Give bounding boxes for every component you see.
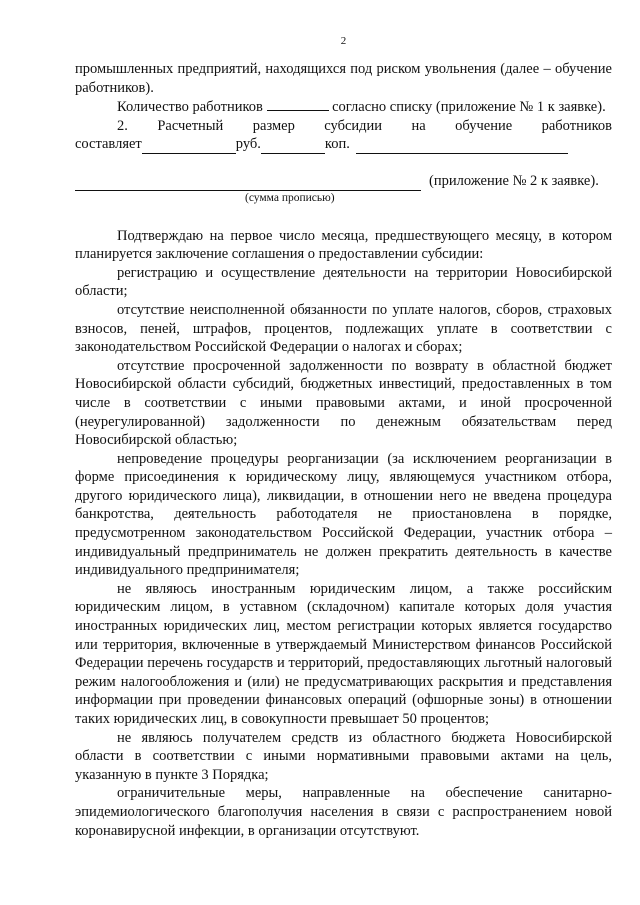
condition-no-tax-debt: отсутствие неисполненной обязанности по уплате налогов, сборов, страховых взносов, пеней, штрафов, процентов, подлежащих уплате в соответствии с законодательством Российской Федерации о налогах и сборах; [75,301,612,356]
subsidy-extra-blank-1 [356,140,506,154]
workers-count-suffix: согласно списку (приложение № 1 к заявке). [332,99,606,116]
workers-count-prefix: Количество работников [117,99,263,116]
workers-count-line [75,97,612,117]
condition-not-other-recipient: не являюсь получателем средств из областного бюджета Новосибирской области в соответствии с иными нормативными правовыми актами на цель, указанную в пункте 3 Порядка; [75,729,612,783]
subsidy-extra-blank-2 [506,140,568,154]
condition-no-budget-debt: отсутствие просроченной задолженности по возврату в областной бюджет Новосибирской области субсидий, бюджетных инвестиций, предоставленных в том числе в соответствии с иными правовыми актами, и иной просроченной (неурегулированной) задолженности по денежным обязательствам перед Новосибирской областью; [75,357,612,449]
confirmation-intro: Подтверждаю на первое число месяца, предшествующего месяцу, в котором планируется заключение соглашения о предоставлении субсидии: [75,227,612,263]
amount-in-words-blank [75,177,421,191]
appendix-2-ref: (приложение № 2 к заявке). [429,172,599,189]
intro-continuation: промышленных предприятий, находящихся под риском увольнения (далее – обучение работников). [75,61,612,96]
subsidy-line-2 [75,135,612,154]
subsidy-line-1: 2. Расчетный размер субсидии на обучение работников [117,117,612,134]
subsidy-prefix: составляет [75,136,142,153]
condition-registration: регистрацию и осуществление деятельности на территории Новосибирской области; [75,264,612,300]
condition-no-restrictions: ограничительные меры, направленные на обеспечение санитарно-эпидемиологического благополучия населения в связи с распространением новой коронавирусной инфекции, в организации отсутствуют. [75,785,612,839]
amount-in-words-line [75,172,612,191]
workers-count-blank [267,97,329,111]
page-number: 2 [340,35,347,47]
subsidy-rub: руб. [235,136,261,153]
subsidy-kop: коп. [324,136,350,153]
amount-in-words-caption: (сумма прописью) [245,191,335,204]
condition-no-reorganization: непроведение процедуры реорганизации (за исключением реорганизации в форме присоединения к юридическому лицу, являющемуся участником отбора, другого юридического лица), ликвидации, в отношении него не введена процедура банкротства, деятельность работодателя не приостановлена в порядке, предусмотренном законодательством Российской Федерации, участник отбора – индивидуальный предприниматель не должен прекратить деятельность в качестве индивидуального предпринимателя; [75,450,612,579]
subsidy-kop-blank [261,140,325,154]
condition-not-foreign-entity: не являюсь иностранным юридическим лицом, а также российским юридическим лицом, в уставном (складочном) капитале которых доля участия иностранных юридических лиц, местом регистрации которых является государство или территория, включенные в утверждаемый Министерством финансов Российской Федерации перечень государств и территорий, предоставляющих льготный налоговый режим налогообложения и (или) не предусматривающих раскрытия и представления информации при проведении финансовых операций (офшорные зоны) в отношении таких юридических лиц, в совокупности превышает 50 процентов; [75,580,612,727]
subsidy-rub-blank [142,140,236,154]
